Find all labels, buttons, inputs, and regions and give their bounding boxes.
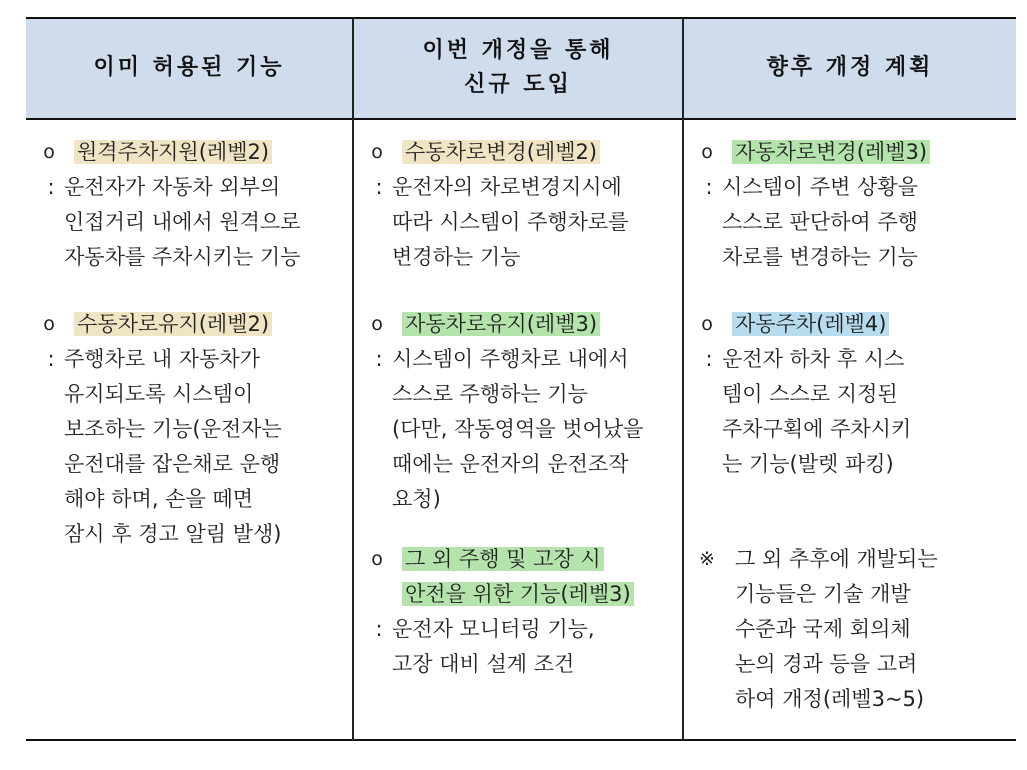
feature-title: 자동차로변경(레벨3) (732, 140, 930, 164)
feature-desc-line: 스스로 주행하는 기능 (392, 382, 588, 406)
feature-desc-line: 운전자가 자동차 외부의 (64, 175, 281, 199)
feature-title-line: 안전을 위한 기능(레벨3) (402, 582, 634, 606)
feature-desc-line: 운전자의 차로변경지시에 (392, 175, 622, 199)
feature-desc-line: 자동차를 주차시키는 기능 (64, 245, 301, 269)
header-line: 신규 도입 (464, 72, 572, 97)
feature-desc-line: 요청) (392, 487, 441, 511)
feature-desc-line: (다만, 작동영역을 벗어났을 (392, 417, 644, 441)
feature-title: 원격주차지원(레벨2) (74, 140, 272, 164)
feature-desc-line: 유지되도록 시스템이 (64, 382, 254, 406)
header-line: 이미 허용된 기능 (93, 55, 285, 80)
note-mark-icon: ※ (699, 548, 715, 570)
feature-auto-parking (696, 307, 1012, 482)
note-line: 하여 개정(레벨3~5) (735, 687, 925, 711)
feature-desc-line: 때에는 운전자의 운전조작 (392, 452, 629, 476)
bullet-icon: o (701, 313, 713, 335)
header-line: 향후 개정 계획 (766, 55, 934, 80)
note-line: 그 외 추후에 개발되는 (735, 547, 938, 571)
feature-title-line: 그 외 주행 및 고장 시 (402, 547, 604, 571)
feature-desc-line: 고장 대비 설계 조건 (392, 652, 575, 676)
feature-other-safety (366, 542, 678, 682)
feature-desc-line: 운전대를 잡은채로 운행 (64, 452, 281, 476)
feature-desc-line: 주행차로 내 자동차가 (64, 347, 260, 371)
feature-desc-line: 시스템이 주행차로 내에서 (392, 347, 629, 371)
feature-desc-line: 해야 하며, 손을 떼면 (64, 487, 253, 511)
colon-mark: : (375, 347, 383, 371)
colon-mark: : (47, 347, 55, 371)
feature-desc-line: 운전자 모니터링 기능, (392, 617, 595, 641)
bullet-icon: o (43, 141, 55, 163)
header-planned (684, 17, 1016, 119)
feature-desc-line: 인접거리 내에서 원격으로 (64, 210, 301, 234)
feature-title: 자동주차(레벨4) (732, 312, 889, 336)
colon-mark: : (47, 175, 55, 199)
feature-manual-lane-change (366, 135, 678, 275)
future-note (696, 542, 1012, 717)
feature-title: 수동차로변경(레벨2) (402, 140, 600, 164)
colon-mark: : (375, 175, 383, 199)
feature-title: 수동차로유지(레벨2) (74, 312, 272, 336)
column-divider-1 (352, 17, 354, 741)
feature-desc-line: 주차구획에 주차시키 (722, 417, 912, 441)
colon-mark: : (705, 175, 713, 199)
column-divider-2 (682, 17, 684, 741)
note-line: 기능들은 기술 개발 (735, 582, 911, 606)
note-line: 논의 경과 등을 고려 (735, 652, 918, 676)
bullet-icon: o (371, 548, 383, 570)
bottom-rule (26, 739, 1016, 741)
feature-desc-line: 템이 스스로 지정된 (722, 382, 898, 406)
feature-desc-line: 차로를 변경하는 기능 (722, 245, 918, 269)
feature-title: 자동차로유지(레벨3) (402, 312, 600, 336)
feature-remote-parking (38, 135, 348, 275)
bullet-icon: o (371, 141, 383, 163)
colon-mark: : (375, 617, 383, 641)
comparison-table (26, 17, 1016, 741)
header-new (354, 17, 682, 119)
feature-desc-line: 변경하는 기능 (392, 245, 521, 269)
note-line: 수준과 국제 회의체 (735, 617, 911, 641)
bullet-icon: o (701, 141, 713, 163)
feature-desc-line: 스스로 판단하여 주행 (722, 210, 918, 234)
feature-desc-line: 는 기능(발렛 파킹) (722, 452, 894, 476)
feature-desc-line: 따라 시스템이 주행차로를 (392, 210, 629, 234)
feature-auto-lane-keeping (366, 307, 678, 517)
bullet-icon: o (371, 313, 383, 335)
header-line: 이번 개정을 통해 (422, 38, 614, 63)
feature-manual-lane-keeping (38, 307, 348, 552)
feature-desc-line: 보조하는 기능(운전자는 (64, 417, 282, 441)
colon-mark: : (705, 347, 713, 371)
bullet-icon: o (43, 313, 55, 335)
feature-desc-line: 잠시 후 경고 알림 발생) (64, 522, 282, 546)
header-allowed (26, 17, 352, 119)
feature-auto-lane-change (696, 135, 1012, 275)
feature-desc-line: 운전자 하차 후 시스 (722, 347, 905, 371)
feature-desc-line: 시스템이 주변 상황을 (722, 175, 918, 199)
